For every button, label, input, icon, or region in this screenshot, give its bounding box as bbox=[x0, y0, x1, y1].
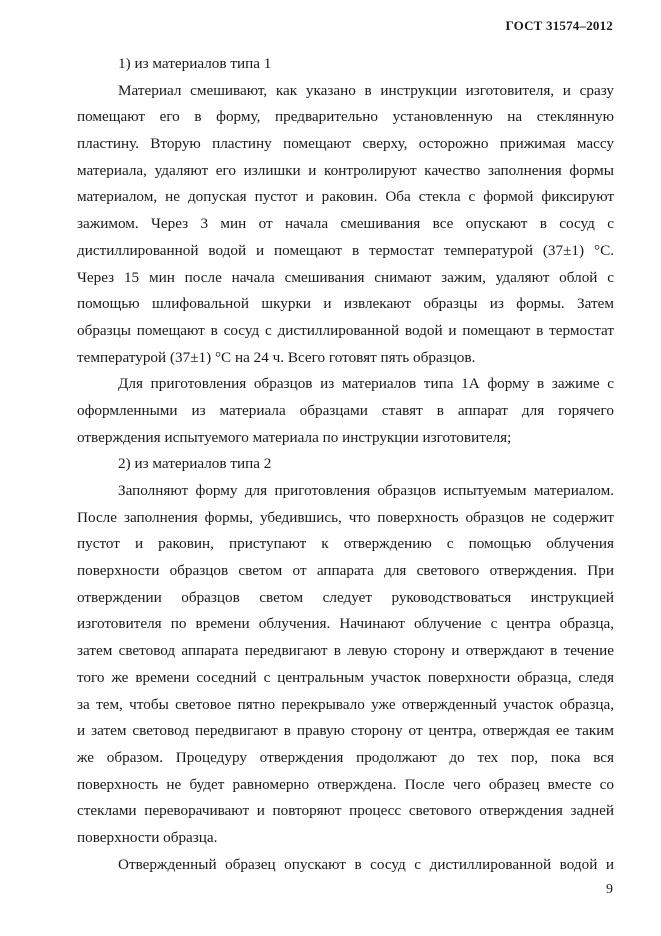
text-line: изготовителя по времени облучения. Начинают облучение с центра образца, bbox=[77, 615, 614, 633]
text-line: поверхности образцов светом от аппарата для светового отверждения. При bbox=[77, 562, 614, 580]
text-line: После заполнения формы, убедившись, что поверхность образцов не содержит bbox=[77, 508, 614, 526]
paragraph-type2-procedure bbox=[77, 478, 614, 852]
text-line: зажимом. Через 3 мин от начала смешивания все опускают в сосуд с bbox=[77, 215, 614, 233]
text-line: Материал смешивают, как указано в инструкции изготовителя, и сразу bbox=[118, 81, 614, 99]
text-line: затем световод аппарата передвигают в левую сторону и отверждают в течение bbox=[77, 642, 614, 660]
page-content bbox=[77, 51, 614, 878]
text-line: Через 15 мин после начала смешивания снимают зажим, удаляют облой с bbox=[77, 268, 614, 286]
text-line: помещают его в форму, предварительно установленную на стеклянную bbox=[77, 108, 614, 126]
text-line: за тем, чтобы световое пятно перекрывало уже отвержденный участок образца, bbox=[77, 695, 614, 713]
page-number: 9 bbox=[606, 882, 613, 897]
paragraph-type1a-procedure bbox=[77, 371, 614, 451]
text-line: того же времени соседний с центральным участок поверхности образца, следя bbox=[77, 668, 614, 686]
text-line: помощью шлифовальной шкурки и извлекают образцы из формы. Затем bbox=[77, 295, 614, 313]
text-line: Для приготовления образцов из материалов типа 1А форму в зажиме с bbox=[118, 375, 614, 393]
text-line: температурой (37±1) °С на 24 ч. Всего готовят пять образцов. bbox=[77, 348, 476, 366]
list-item-type-2: 2) из материалов типа 2 bbox=[118, 455, 272, 473]
text-line: Отвержденный образец опускают в сосуд с дистиллированной водой и bbox=[118, 855, 614, 873]
text-line: дистиллированной водой и помещают в термостат температурой (37±1) °С. bbox=[77, 241, 614, 259]
text-line: образцы помещают в сосуд с дистиллированной водой и помещают в термостат bbox=[77, 321, 614, 339]
list-item-type-1: 1) из материалов типа 1 bbox=[118, 55, 272, 72]
text-line: пустот и раковин, приступают к отверждению с помощью облучения bbox=[77, 535, 614, 553]
text-line: материала, удаляют его излишки и контролируют качество заполнения формы bbox=[77, 161, 614, 179]
paragraph-type1-procedure bbox=[77, 78, 614, 372]
text-line: и затем световод передвигают в правую сторону от центра, отверждая ее таким bbox=[77, 722, 614, 740]
standard-header: ГОСТ 31574–2012 bbox=[505, 18, 613, 33]
text-line: стеклами переворачивают и повторяют процесс светового отверждения задней bbox=[77, 802, 614, 820]
text-line: поверхности образца. bbox=[77, 828, 218, 846]
paragraph-cured-sample bbox=[77, 852, 614, 879]
text-line: поверхность не будет равномерно отверждена. После чего образец вместе со bbox=[77, 775, 614, 793]
text-line: Заполняют форму для приготовления образцов испытуемым материалом. bbox=[118, 482, 614, 499]
text-line: оформленными из материала образцами ставят в аппарат для горячего bbox=[77, 401, 614, 419]
text-line: отверждении образцов светом следует руководствоваться инструкцией bbox=[77, 588, 614, 606]
text-line: пластину. Вторую пластину помещают сверху, осторожно прижимая массу bbox=[77, 135, 614, 153]
text-line: материалом, не допуская пустот и раковин. Оба стекла с формой фиксируют bbox=[77, 188, 614, 206]
text-line: отверждения испытуемого материала по инструкции изготовителя; bbox=[77, 428, 512, 446]
text-line: же образом. Процедуру отверждения продолжают до тех пор, пока вся bbox=[77, 748, 614, 766]
